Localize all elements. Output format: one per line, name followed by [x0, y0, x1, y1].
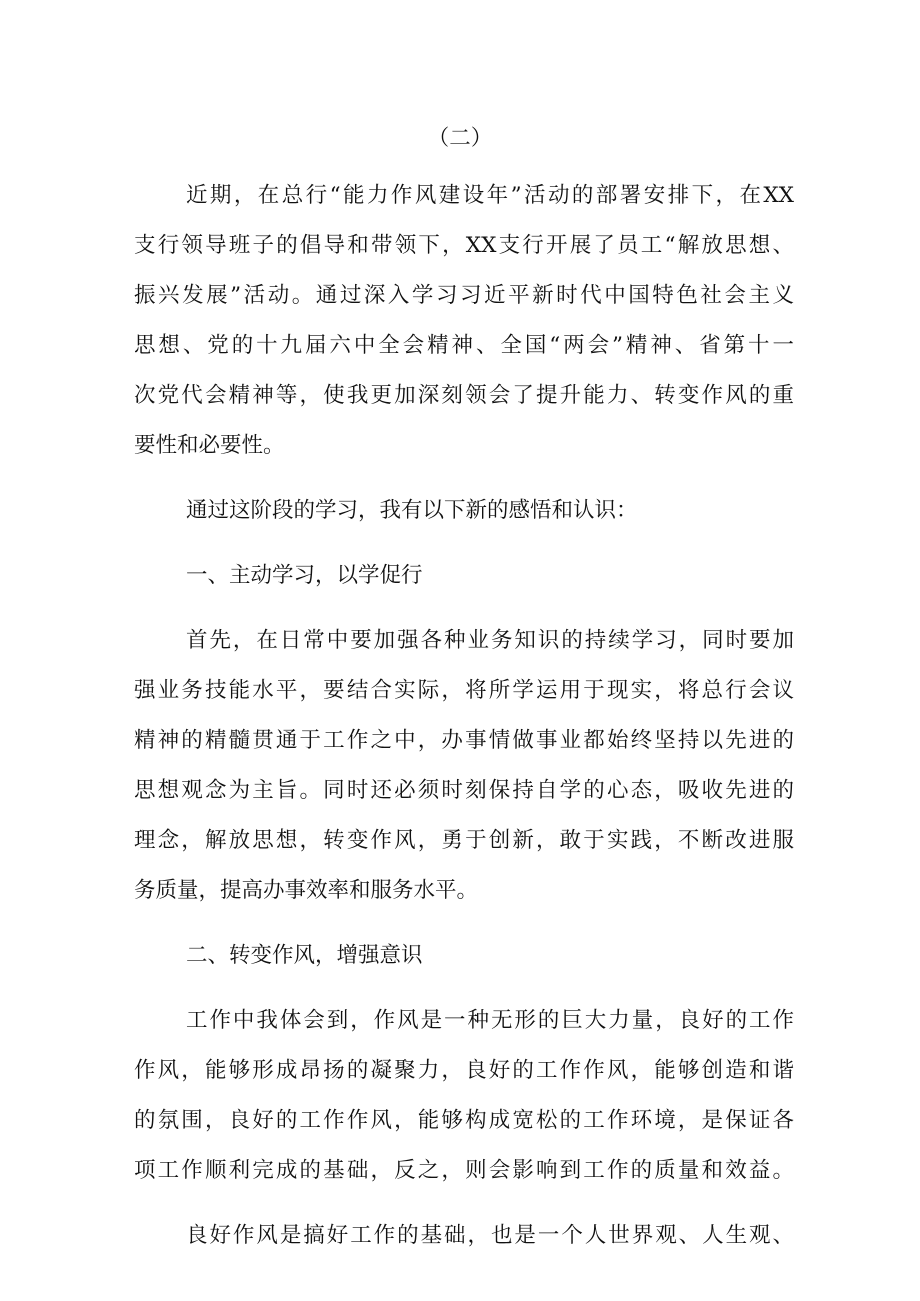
paragraph-1-line-2: 支行领导班子的倡导和带领下，XX支行开展了员工“解放思想、 [134, 233, 794, 258]
paragraph-1-line-4: 思想、党的十九届六中全会精神、全国“两会”精神、省第十一 [134, 333, 794, 358]
paragraph-1-line-3: 振兴发展”活动。通过深入学习习近平新时代中国特色社会主义 [134, 283, 794, 308]
paragraph-3-line-4: 思想观念为主旨。同时还必须时刻保持自学的心态，吸收先进的 [134, 778, 794, 803]
paragraph-3-line-5: 理念，解放思想，转变作风，勇于创新，敢于实践，不断改进服 [134, 828, 794, 853]
section-heading: （二） [427, 126, 493, 151]
paragraph-4-line-3: 的氛围，良好的工作作风，能够构成宽松的工作环境，是保证各 [134, 1108, 794, 1133]
paragraph-3-line-2: 强业务技能水平，要结合实际，将所学运用于现实，将总行会议 [134, 678, 794, 703]
paragraph-4-line-2: 作风，能够形成昂扬的凝聚力，良好的工作作风，能够创造和谐 [134, 1058, 794, 1083]
paragraph-1-line-1: 近期，在总行“能力作风建设年”活动的部署安排下，在XX [186, 183, 794, 208]
paragraph-4-line-4: 项工作顺利完成的基础，反之，则会影响到工作的质量和效益。 [134, 1158, 794, 1183]
paragraph-1-line-5: 次党代会精神等，使我更加深刻领会了提升能力、转变作风的重 [134, 383, 794, 408]
paragraph-1-line-6: 要性和必要性。 [134, 433, 285, 458]
subheading-2: 二、转变作风，增强意识 [186, 943, 423, 968]
paragraph-2-line-1: 通过这阶段的学习，我有以下新的感悟和认识： [186, 498, 638, 523]
subheading-1: 一、主动学习，以学促行 [186, 563, 423, 588]
paragraph-3-line-6: 务质量，提高办事效率和服务水平。 [134, 878, 479, 903]
paragraph-3-line-3: 精神的精髓贯通于工作之中，办事情做事业都始终坚持以先进的 [134, 728, 794, 753]
paragraph-5-line-1: 良好作风是搞好工作的基础，也是一个人世界观、人生观、 [186, 1223, 794, 1248]
paragraph-3-line-1: 首先，在日常中要加强各种业务知识的持续学习，同时要加 [186, 628, 794, 653]
paragraph-4-line-1: 工作中我体会到，作风是一种无形的巨大力量，良好的工作 [186, 1008, 794, 1033]
